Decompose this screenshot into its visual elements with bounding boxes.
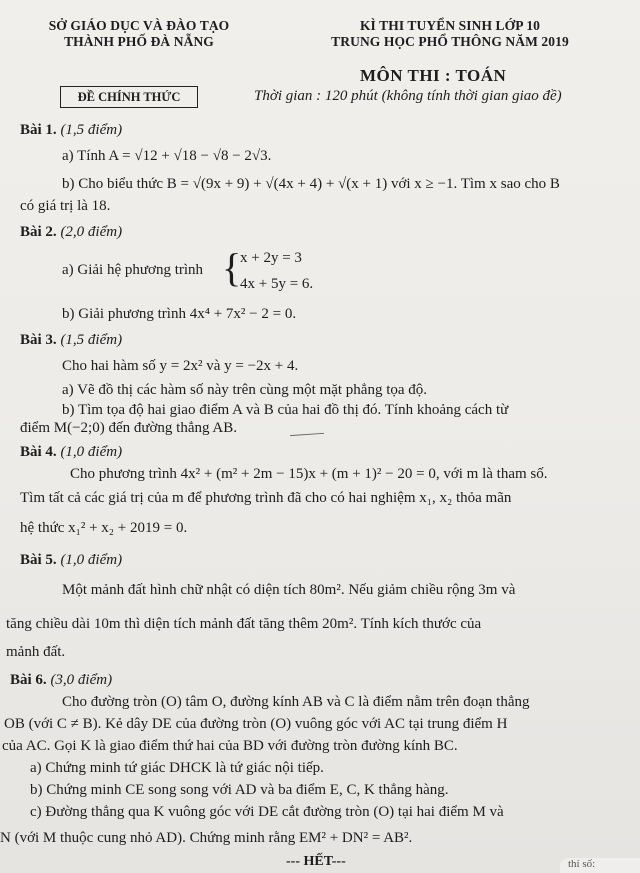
equation-1: x + 2y = 3: [240, 250, 302, 266]
problem-1-points: (1,5 điểm): [60, 122, 123, 138]
problem-4-line2: Tìm tất cả các giá trị của m để phương trình đã cho có hai nghiệm x₁, x₂ thỏa mãn: [20, 490, 512, 506]
exam-year: TRUNG HỌC PHỔ THÔNG NĂM 2019: [331, 34, 569, 49]
pen-mark: [290, 431, 324, 436]
problem-6-line3: của AC. Gọi K là giao điểm thứ hai của BD với đường tròn đường kính BC.: [2, 738, 458, 754]
problem-4-heading: [20, 444, 122, 461]
official-badge: ĐỀ CHÍNH THỨC: [60, 86, 198, 108]
city-name: THÀNH PHỐ ĐÀ NẴNG: [64, 34, 214, 49]
problem-3-title: Bài 3.: [20, 332, 57, 348]
equation-2: 4x + 5y = 6.: [240, 276, 314, 292]
problem-3a: a) Vẽ đồ thị các hàm số này trên cùng một mặt phẳng tọa độ.: [62, 382, 428, 398]
problem-4-line1: Cho phương trình 4x² + (m² + 2m − 15)x + (m + 1)² − 20 = 0, với m là tham số.: [70, 466, 548, 482]
problem-5-points: (1,0 điểm): [60, 552, 123, 568]
problem-1a: a) Tính A = √12 + √18 − √8 − 2√3.: [62, 148, 272, 164]
problem-3b-line2: điểm M(−2;0) đến đường thẳng AB.: [20, 420, 238, 436]
problem-2-points: (2,0 điểm): [60, 224, 123, 240]
problem-5-line2: tăng chiều dài 10m thì diện tích mảnh đất tăng thêm 20m². Tính kích thước của: [6, 616, 482, 632]
problem-3b-line1: b) Tìm tọa độ hai giao điểm A và B của hai đồ thị đó. Tính khoảng cách từ: [62, 402, 509, 418]
problem-5-title: Bài 5.: [20, 552, 57, 568]
problem-1-title: Bài 1.: [20, 122, 57, 138]
problem-6-line2: OB (với C ≠ B). Kẻ dây DE của đường tròn (O) vuông góc với AC tại trung điểm H: [4, 716, 508, 732]
problem-1b-line2: có giá trị là 18.: [20, 198, 111, 214]
problem-6c-line1: c) Đường thẳng qua K vuông góc với DE cắt đường tròn (O) tại hai điểm M và: [30, 804, 504, 820]
problem-3-intro: Cho hai hàm số y = 2x² và y = −2x + 4.: [62, 358, 299, 374]
problem-6c-line2: N (với M thuộc cung nhỏ AD). Chứng minh rằng EM² + DN² = AB².: [0, 830, 413, 846]
candidate-number-stamp: thí số:: [560, 858, 640, 873]
problem-2-title: Bài 2.: [20, 224, 57, 240]
problem-5-line1: Một mảnh đất hình chữ nhật có diện tích 80m². Nếu giảm chiều rộng 3m và: [62, 582, 516, 598]
problem-6a: a) Chứng minh tứ giác DHCK là tứ giác nội tiếp.: [30, 760, 324, 776]
problem-6-title: Bài 6.: [10, 672, 47, 688]
problem-2-heading: [20, 224, 122, 241]
problem-5-heading: [20, 552, 122, 569]
problem-3-heading: [20, 332, 122, 349]
end-marker: --- HẾT---: [286, 854, 346, 869]
problem-1-heading: [20, 122, 122, 139]
problem-3-points: (1,5 điểm): [60, 332, 123, 348]
department-name: SỞ GIÁO DỤC VÀ ĐÀO TẠO: [48, 18, 230, 33]
problem-1b-line1: b) Cho biểu thức B = √(9x + 9) + √(4x + 4) + √(x + 1) với x ≥ −1. Tìm x sao cho B: [62, 176, 560, 192]
problem-5-line3: mảnh đất.: [6, 644, 66, 660]
exam-name: KÌ THI TUYỂN SINH LỚP 10: [359, 18, 541, 33]
problem-4-line3: hệ thức x₁² + x₂ + 2019 = 0.: [20, 520, 188, 536]
problem-6b: b) Chứng minh CE song song với AD và ba điểm E, C, K thẳng hàng.: [30, 782, 449, 798]
problem-6-points: (3,0 điểm): [50, 672, 113, 688]
problem-6-line1: Cho đường tròn (O) tâm O, đường kính AB và C là điểm nằm trên đoạn thẳng: [62, 694, 530, 710]
system-brace: {: [222, 245, 242, 290]
problem-6-heading: [10, 672, 112, 689]
subject-title: MÔN THI : TOÁN: [360, 66, 507, 85]
problem-2b: b) Giải phương trình 4x⁴ + 7x² − 2 = 0.: [62, 306, 297, 322]
problem-4-title: Bài 4.: [20, 444, 57, 460]
problem-4-points: (1,0 điểm): [60, 444, 123, 460]
problem-2a-text: a) Giải hệ phương trình: [62, 262, 204, 278]
time-limit: Thời gian : 120 phút (không tính thời gian giao đề): [254, 88, 562, 104]
